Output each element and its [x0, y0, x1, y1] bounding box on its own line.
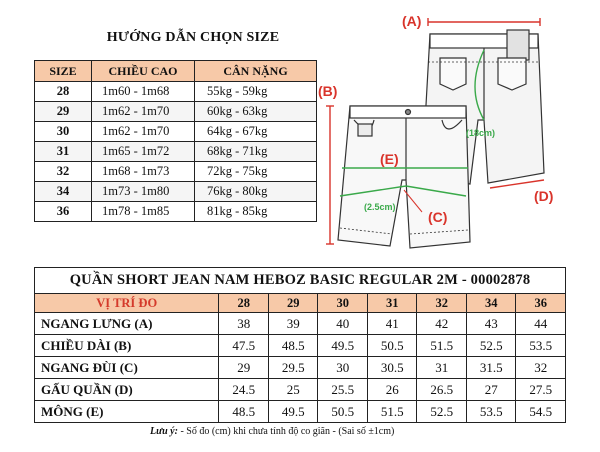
size-cell: 31 — [35, 142, 92, 162]
measurement-value: 38 — [219, 313, 269, 335]
size-header: 29 — [268, 294, 318, 313]
weight-cell: 81kg - 85kg — [195, 202, 317, 222]
measurement-row — [35, 313, 566, 335]
weight-cell: 72kg - 75kg — [195, 162, 317, 182]
measurement-value: 48.5 — [219, 401, 269, 423]
measurement-value: 26.5 — [417, 379, 467, 401]
height-cell: 1m60 - 1m68 — [92, 82, 195, 102]
measurement-header-row — [35, 294, 566, 313]
measurement-row — [35, 401, 566, 423]
measurement-value: 49.5 — [268, 401, 318, 423]
measurement-value: 31.5 — [466, 357, 516, 379]
size-cell: 32 — [35, 162, 92, 182]
measurement-value: 49.5 — [318, 335, 368, 357]
weight-cell: 60kg - 63kg — [195, 102, 317, 122]
measurement-value: 42 — [417, 313, 467, 335]
size-header: 31 — [367, 294, 417, 313]
measurement-value: 31 — [417, 357, 467, 379]
measurement-value: 51.5 — [417, 335, 467, 357]
measurement-row — [35, 379, 566, 401]
height-cell: 1m65 - 1m72 — [92, 142, 195, 162]
size-guide-row — [35, 162, 317, 182]
size-guide-row — [35, 82, 317, 102]
size-guide-row — [35, 102, 317, 122]
size-cell: 30 — [35, 122, 92, 142]
measurement-value: 47.5 — [219, 335, 269, 357]
measurement-label: NGANG LƯNG (A) — [35, 313, 219, 335]
rise-dimension-label: (18cm) — [466, 128, 496, 138]
size-header: 34 — [466, 294, 516, 313]
label-e: (E) — [380, 151, 399, 167]
weight-cell: 55kg - 59kg — [195, 82, 317, 102]
position-header: VỊ TRÍ ĐO — [35, 294, 219, 313]
measurement-value: 30.5 — [367, 357, 417, 379]
measurement-value: 41 — [367, 313, 417, 335]
height-cell: 1m68 - 1m73 — [92, 162, 195, 182]
height-cell: 1m73 - 1m80 — [92, 182, 195, 202]
size-guide-header-weight: CÂN NẶNG — [195, 61, 317, 82]
measurement-value: 44 — [516, 313, 566, 335]
footnote — [150, 426, 394, 437]
size-guide-table — [34, 60, 317, 222]
size-cell: 34 — [35, 182, 92, 202]
measurement-row — [35, 335, 566, 357]
measurement-value: 51.5 — [367, 401, 417, 423]
measurement-value: 24.5 — [219, 379, 269, 401]
measurement-value: 52.5 — [466, 335, 516, 357]
measurement-value: 50.5 — [318, 401, 368, 423]
measurement-value: 50.5 — [367, 335, 417, 357]
measurement-value: 54.5 — [516, 401, 566, 423]
product-title: QUẦN SHORT JEAN NAM HEBOZ BASIC REGULAR 2M - 00002878 — [35, 268, 566, 294]
size-guide-header-size: SIZE — [35, 61, 92, 82]
size-cell: 29 — [35, 102, 92, 122]
measurement-value: 29 — [219, 357, 269, 379]
weight-cell: 64kg - 67kg — [195, 122, 317, 142]
size-header: 32 — [417, 294, 467, 313]
label-a: (A) — [402, 13, 422, 29]
measurement-value: 43 — [466, 313, 516, 335]
measurement-label: MÔNG (E) — [35, 401, 219, 423]
measurement-value: 30 — [318, 357, 368, 379]
front-dimension-label: (2.5cm) — [364, 202, 396, 212]
size-guide-row — [35, 182, 317, 202]
measurement-value: 32 — [516, 357, 566, 379]
size-header: 36 — [516, 294, 566, 313]
measurement-value: 27 — [466, 379, 516, 401]
height-cell: 1m78 - 1m85 — [92, 202, 195, 222]
measurement-value: 40 — [318, 313, 368, 335]
size-guide-row — [35, 142, 317, 162]
measurement-value: 27.5 — [516, 379, 566, 401]
footnote-text: - Số đo (cm) khi chưa tính độ co giãn - (Sai số ±1cm) — [180, 426, 395, 437]
label-d: (D) — [534, 188, 554, 204]
size-guide-row — [35, 202, 317, 222]
weight-cell: 68kg - 71kg — [195, 142, 317, 162]
label-c: (C) — [428, 209, 448, 225]
size-guide-title: HƯỚNG DẪN CHỌN SIZE — [106, 30, 280, 45]
measurement-value: 25.5 — [318, 379, 368, 401]
size-guide-header-height: CHIỀU CAO — [92, 61, 195, 82]
measurement-value: 29.5 — [268, 357, 318, 379]
measurement-value: 53.5 — [466, 401, 516, 423]
size-cell: 36 — [35, 202, 92, 222]
measurement-value: 25 — [268, 379, 318, 401]
measurement-table — [34, 267, 566, 423]
shorts-front-view — [338, 106, 470, 248]
weight-cell: 76kg - 80kg — [195, 182, 317, 202]
measurement-label: NGANG ĐÙI (C) — [35, 357, 219, 379]
size-guide-row — [35, 122, 317, 142]
measurement-label: CHIỀU DÀI (B) — [35, 335, 219, 357]
measurement-row — [35, 357, 566, 379]
measurement-value: 39 — [268, 313, 318, 335]
size-cell: 28 — [35, 82, 92, 102]
size-guide-header-row — [35, 61, 317, 82]
height-cell: 1m62 - 1m70 — [92, 102, 195, 122]
measurement-value: 52.5 — [417, 401, 467, 423]
measurement-label: GẤU QUẦN (D) — [35, 379, 219, 401]
size-header: 30 — [318, 294, 368, 313]
height-cell: 1m62 - 1m70 — [92, 122, 195, 142]
label-b: (B) — [318, 83, 338, 99]
footnote-label: Lưu ý: — [150, 426, 178, 437]
size-header: 28 — [219, 294, 269, 313]
measurement-value: 53.5 — [516, 335, 566, 357]
shorts-measurement-diagram — [318, 8, 568, 258]
measurement-value: 48.5 — [268, 335, 318, 357]
measurement-value: 26 — [367, 379, 417, 401]
